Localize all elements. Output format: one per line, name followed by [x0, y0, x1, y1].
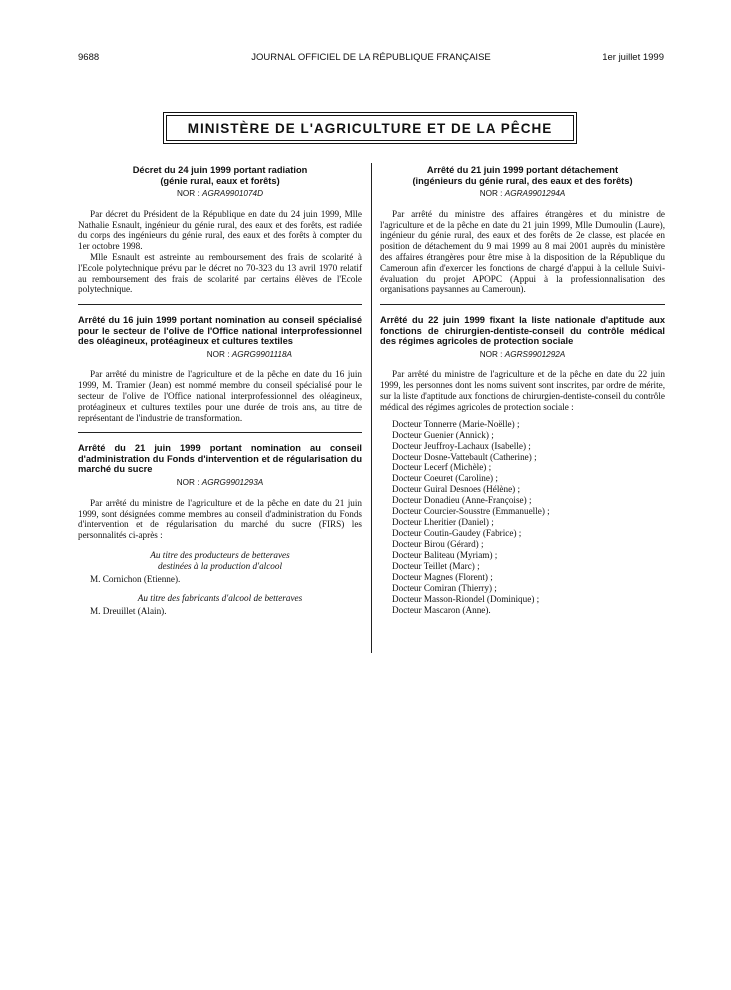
paragraph: Par décret du Président de la République en date du 24 juin 1999, Mlle Nathalie Esnault, ingénieur du génie rural, des eaux et des forêts, est radiée du corps des ingénieurs du génie rural, des eaux et des forêts à compter du 1er octobre 1998.: [78, 208, 362, 252]
list-item: Docteur Mascaron (Anne).: [392, 604, 491, 615]
paragraph: Par arrêté du ministre des affaires étrangères et du ministre de l'agriculture et de la pêche en date du 21 juin 1999, Mlle Dumoulin (Laure), ingénieur du génie rural, des eaux et des forêts de 2e classe, est placée en position de détachement du 9 mai 1999 au 8 mai 2001 auprès du ministère des affaires étrangères pour être mise à la disposition de la République du Cameroun afin d'exercer les fonctions de chargé d'appui à la cellule Suivi-évaluation du projet APOPC (Appui à la professionnalisation des organisations paysannes au Cameroun).: [380, 208, 665, 295]
ministry-heading: MINISTÈRE DE L'AGRICULTURE ET DE LA PÊCHE: [166, 115, 574, 141]
list-item: Docteur Coeuret (Caroline) ;: [392, 473, 498, 484]
decree-olive-council: [78, 315, 362, 423]
page-number: 9688: [78, 52, 100, 63]
left-column: [78, 165, 362, 617]
decree-firs: [78, 443, 362, 616]
list-item: Docteur Guenier (Annick) ;: [392, 429, 494, 440]
column-divider: [371, 163, 372, 653]
decree-aptitude-list: [380, 315, 665, 616]
list-item: Docteur Jeuffroy-Lachaux (Isabelle) ;: [392, 440, 531, 451]
list-item: Docteur Baliteau (Myriam) ;: [392, 550, 498, 561]
list-item: Docteur Coutin-Gaudey (Fabrice) ;: [392, 528, 522, 539]
journal-title: JOURNAL OFFICIEL DE LA RÉPUBLIQUE FRANÇAISE: [251, 52, 491, 63]
right-column: [380, 165, 665, 616]
list-item: Docteur Lecerf (Michèle) ;: [392, 462, 492, 473]
list-item: Docteur Magnes (Florent) ;: [392, 572, 493, 582]
section-separator: [78, 304, 362, 305]
list-item: Docteur Comiran (Thierry) ;: [392, 582, 497, 593]
decree-title: Arrêté du 16 juin 1999 portant nomination au conseil spécialisé pour le secteur de l'olive de l'Office national interprofessionnel des oléagineux, protéagineux et cultures textiles: [78, 315, 362, 347]
list-item: Docteur Lheritier (Daniel) ;: [392, 517, 494, 528]
subheading: Au titre des fabricants d'alcool de betteraves: [137, 593, 303, 604]
list-item: Docteur Masson-Riondel (Dominique) ;: [392, 593, 540, 604]
paragraph: Par arrêté du ministre de l'agriculture et de la pêche en date du 16 juin 1999, M. Tramier (Jean) est nommé membre du conseil spécialisé pour le secteur de l'olive de l'Office national interprofessionnel des oléagineux, protéagineux et cultures textiles pour une durée de trois ans, au titre de représentant de l'industrie de transformation.: [78, 369, 362, 423]
decree-title: Arrêté du 22 juin 1999 fixant la liste nationale d'aptitude aux fonctions de chirurgien-dentiste-conseil du contrôle médical des régimes agricoles de protection sociale: [380, 315, 665, 347]
nor-reference: NOR : AGRS9901292A: [479, 349, 566, 359]
list-item: Docteur Birou (Gérard) ;: [392, 539, 484, 550]
appointee: M. Dreuillet (Alain).: [90, 606, 167, 617]
section-separator: [78, 432, 362, 433]
nor-reference: NOR : AGRA9901294A: [479, 189, 566, 198]
list-item: Docteur Guiral Desnoes (Hélène) ;: [392, 484, 521, 495]
appointee: M. Cornichon (Etienne).: [90, 573, 181, 584]
list-item: Docteur Courcier-Sousstre (Emmanuelle) ;: [392, 506, 550, 517]
list-item: Docteur Teillet (Marc) ;: [392, 561, 480, 572]
decree-detachment: [380, 165, 665, 295]
aptitude-name-list: [392, 419, 665, 616]
paragraph: Mlle Esnault est astreinte au remboursement des frais de scolarité à l'Ecole polytechnique prévu par le décret no 70-323 du 13 avril 1970 relatif au remboursement des frais de scolarité par certains élèves de l'Ecole polytechnique.: [78, 251, 362, 295]
nor-reference: NOR : AGRA9901074D: [176, 189, 264, 198]
subheading: Au titre des producteurs de betteraves destinées à la production d'alcool: [150, 549, 290, 571]
paragraph: Par arrêté du ministre de l'agriculture et de la pêche en date du 22 juin 1999, les personnes dont les noms suivent sont inscrites, par ordre de mérite, sur la liste d'aptitude aux fonctions de chirurgien-dentiste-conseil du contrôle médical des régimes agricoles de protection sociale :: [380, 369, 665, 412]
nor-reference: NOR : AGRG9901293A: [176, 477, 264, 487]
list-item: Docteur Donadieu (Anne-Françoise) ;: [392, 495, 532, 506]
issue-date: 1er juillet 1999: [602, 52, 664, 63]
section-separator: [380, 304, 665, 305]
list-item: Docteur Tonnerre (Marie-Noëlle) ;: [392, 418, 520, 429]
decree-title: Arrêté du 21 juin 1999 portant détachement (ingénieurs du génie rural, des eaux et des forêts): [412, 165, 633, 186]
nor-reference: NOR : AGRG9901118A: [206, 349, 292, 359]
paragraph: Par arrêté du ministre de l'agriculture et de la pêche en date du 21 juin 1999, sont désignées comme membres au conseil d'administration du Fonds d'intervention et de régularisation du marché du sucre (FIRS) les personnalités ci-après :: [78, 497, 362, 541]
decree-radiation: [78, 165, 362, 295]
list-item: Docteur Dosne-Vattebault (Catherine) ;: [392, 451, 537, 462]
decree-title: Décret du 24 juin 1999 portant radiation (génie rural, eaux et forêts): [132, 165, 308, 186]
decree-title: Arrêté du 21 juin 1999 portant nomination au conseil d'administration du Fonds d'intervention et de régularisation du marché du sucre: [78, 443, 362, 475]
